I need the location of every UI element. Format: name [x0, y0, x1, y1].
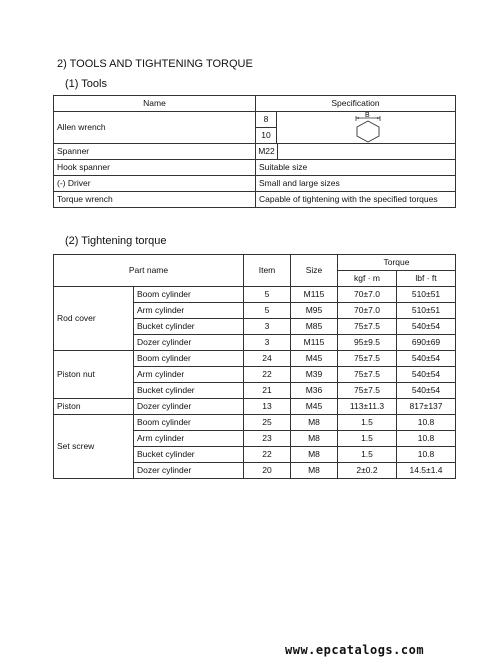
part-cell: Arm cylinder: [134, 367, 244, 383]
lbf-cell: 510±51: [397, 303, 456, 319]
tool-spec: Suitable size: [256, 160, 456, 176]
size-cell: M115: [291, 287, 338, 303]
diagram-label-b: B: [365, 112, 370, 119]
size-cell: M8: [291, 415, 338, 431]
item-cell: 21: [244, 383, 291, 399]
tools-row: [54, 176, 456, 192]
table-row: [54, 351, 456, 367]
item-cell: 22: [244, 367, 291, 383]
tools-row: [54, 160, 456, 176]
size-cell: M8: [291, 431, 338, 447]
tool-name: Torque wrench: [54, 192, 256, 208]
tool-spec: M22: [256, 144, 278, 159]
table-row: [54, 287, 456, 303]
tool-spec: Small and large sizes: [256, 176, 456, 192]
header-part-name: Part name: [54, 255, 244, 287]
size-cell: M115: [291, 335, 338, 351]
part-cell: Dozer cylinder: [134, 399, 244, 415]
lbf-cell: 10.8: [397, 415, 456, 431]
part-cell: Boom cylinder: [134, 287, 244, 303]
lbf-cell: 540±54: [397, 319, 456, 335]
allen-size-10: 10: [256, 128, 277, 143]
item-cell: 13: [244, 399, 291, 415]
item-cell: 5: [244, 303, 291, 319]
header-size: Size: [291, 255, 338, 287]
lbf-cell: 510±51: [397, 287, 456, 303]
torque-subtitle: (2) Tightening torque: [65, 235, 167, 247]
size-cell: M8: [291, 463, 338, 479]
header-torque: Torque: [338, 255, 456, 271]
torque-table: [53, 254, 456, 479]
kgf-cell: 75±7.5: [338, 367, 397, 383]
kgf-cell: 70±7.0: [338, 303, 397, 319]
tools-row-allen: [54, 112, 456, 144]
item-cell: 22: [244, 447, 291, 463]
kgf-cell: 2±0.2: [338, 463, 397, 479]
size-cell: M85: [291, 319, 338, 335]
size-cell: M39: [291, 367, 338, 383]
kgf-cell: 75±7.5: [338, 351, 397, 367]
table-row: [54, 399, 456, 415]
tools-row: [54, 192, 456, 208]
kgf-cell: 75±7.5: [338, 383, 397, 399]
allen-size-8: 8: [256, 112, 277, 128]
item-cell: 5: [244, 287, 291, 303]
item-cell: 23: [244, 431, 291, 447]
size-cell: M36: [291, 383, 338, 399]
kgf-cell: 113±11.3: [338, 399, 397, 415]
tools-row: [54, 144, 456, 160]
group-name: Piston: [54, 399, 134, 415]
item-cell: 3: [244, 335, 291, 351]
item-cell: 25: [244, 415, 291, 431]
part-cell: Bucket cylinder: [134, 383, 244, 399]
tools-header-name: Name: [54, 96, 256, 112]
part-cell: Dozer cylinder: [134, 463, 244, 479]
item-cell: 3: [244, 319, 291, 335]
lbf-cell: 540±54: [397, 351, 456, 367]
item-cell: 20: [244, 463, 291, 479]
part-cell: Boom cylinder: [134, 351, 244, 367]
header-lbf: lbf · ft: [397, 271, 456, 287]
item-cell: 24: [244, 351, 291, 367]
tool-spec: Capable of tightening with the specified torques: [256, 192, 456, 208]
part-cell: Bucket cylinder: [134, 447, 244, 463]
size-cell: M95: [291, 303, 338, 319]
lbf-cell: 540±54: [397, 367, 456, 383]
tool-name: Allen wrench: [54, 112, 256, 144]
lbf-cell: 540±54: [397, 383, 456, 399]
header-item: Item: [244, 255, 291, 287]
size-cell: M45: [291, 399, 338, 415]
kgf-cell: 1.5: [338, 415, 397, 431]
lbf-cell: 10.8: [397, 431, 456, 447]
tools-header-spec: Specification: [256, 96, 456, 112]
tools-table: [53, 95, 456, 208]
tool-name: Spanner: [54, 144, 256, 160]
tool-name: (-) Driver: [54, 176, 256, 192]
kgf-cell: 95±9.5: [338, 335, 397, 351]
footer-link[interactable]: www.epcatalogs.com: [285, 643, 425, 657]
part-cell: Bucket cylinder: [134, 319, 244, 335]
kgf-cell: 1.5: [338, 431, 397, 447]
kgf-cell: 75±7.5: [338, 319, 397, 335]
lbf-cell: 817±137: [397, 399, 456, 415]
tools-subtitle: (1) Tools: [65, 78, 107, 90]
table-row: [54, 415, 456, 431]
allen-spec-cell: [256, 112, 456, 144]
kgf-cell: 1.5: [338, 447, 397, 463]
part-cell: Arm cylinder: [134, 303, 244, 319]
tool-name: Hook spanner: [54, 160, 256, 176]
lbf-cell: 14.5±1.4: [397, 463, 456, 479]
section-title: 2) TOOLS AND TIGHTENING TORQUE: [57, 58, 253, 70]
part-cell: Arm cylinder: [134, 431, 244, 447]
lbf-cell: 10.8: [397, 447, 456, 463]
group-name: Set screw: [54, 415, 134, 479]
header-kgf: kgf · m: [338, 271, 397, 287]
group-name: Piston nut: [54, 351, 134, 399]
group-name: Rod cover: [54, 287, 134, 351]
part-cell: Dozer cylinder: [134, 335, 244, 351]
size-cell: M45: [291, 351, 338, 367]
lbf-cell: 690±69: [397, 335, 456, 351]
part-cell: Boom cylinder: [134, 415, 244, 431]
kgf-cell: 70±7.0: [338, 287, 397, 303]
size-cell: M8: [291, 447, 338, 463]
